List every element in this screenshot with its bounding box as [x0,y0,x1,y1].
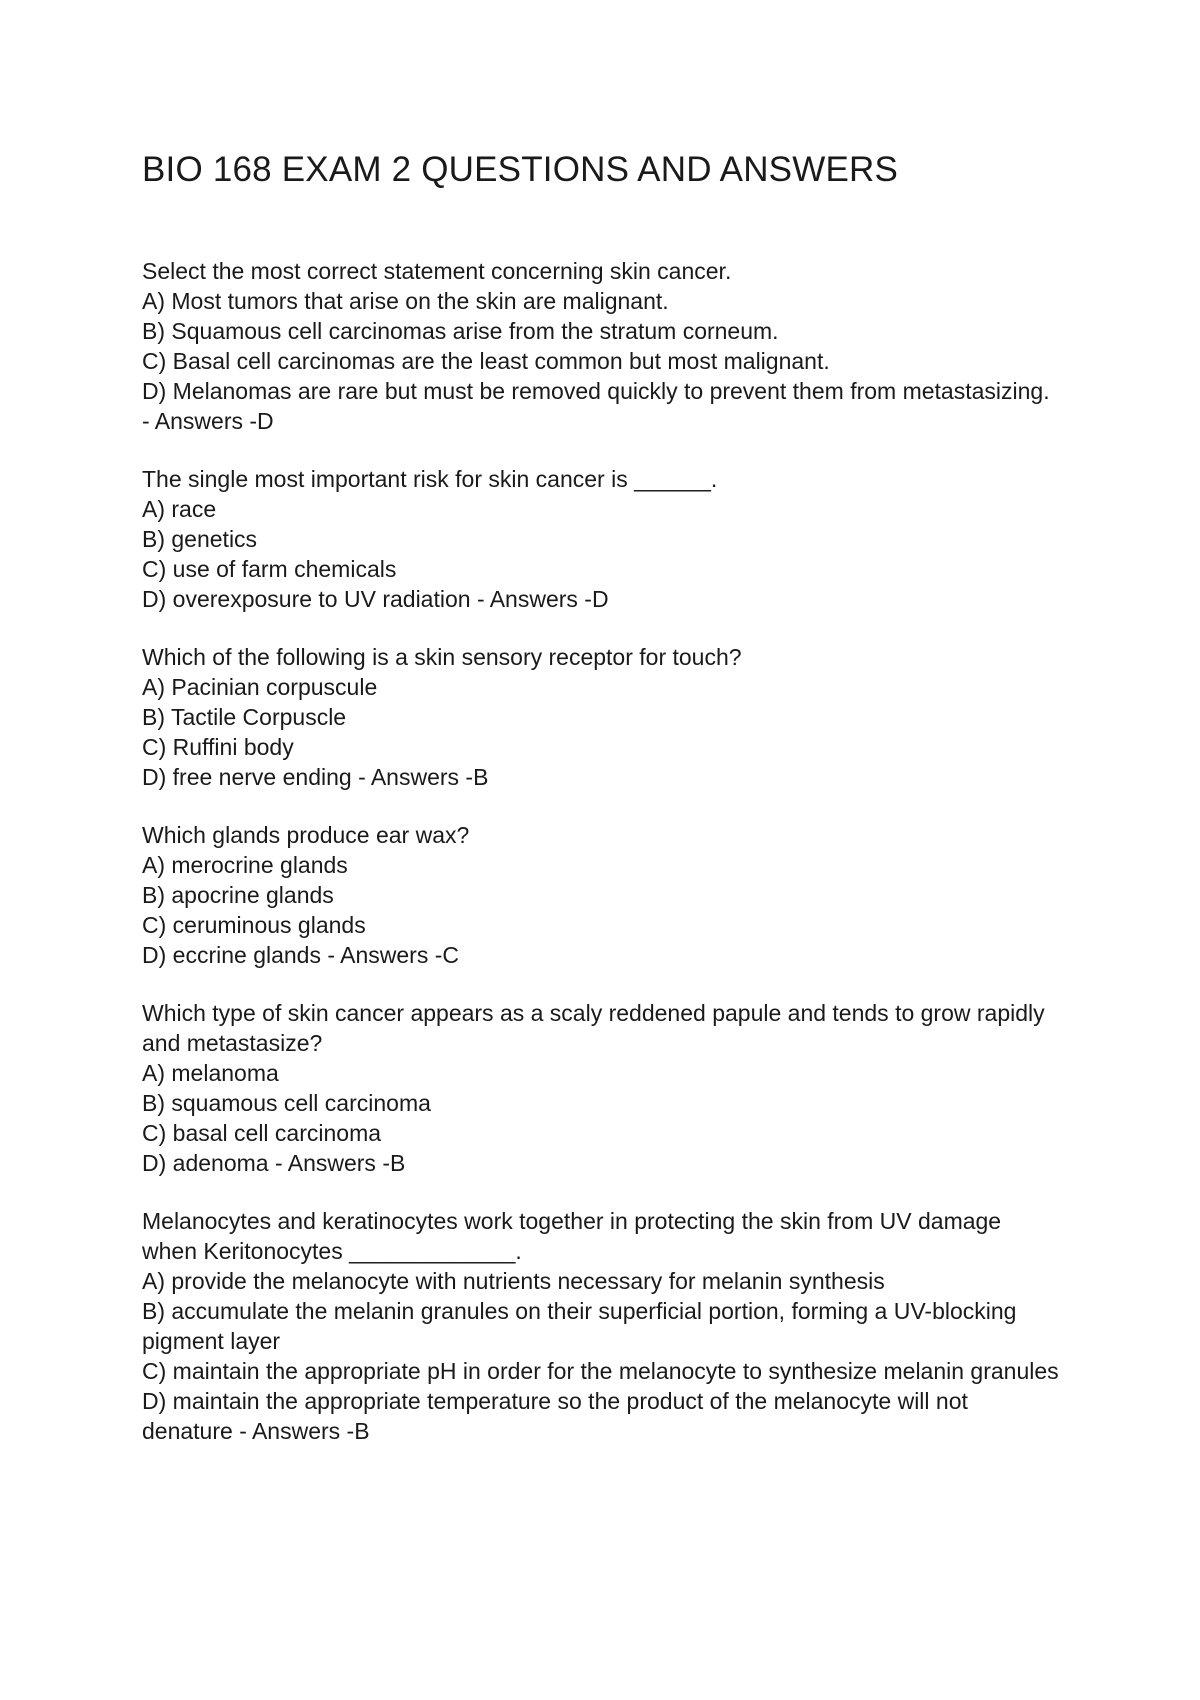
option-d-with-answer: D) maintain the appropriate temperature so the product of the melanocyte will not denature - Answers -B [142,1388,968,1445]
option-b: B) apocrine glands [142,882,334,909]
option-a: A) provide the melanocyte with nutrients necessary for melanin synthesis [142,1268,885,1295]
option-b: B) genetics [142,526,258,553]
option-b: B) accumulate the melanin granules on their superficial portion, forming a UV-blocking pigment layer [142,1298,1017,1355]
option-c: C) use of farm chemicals [142,556,397,583]
question-5 [142,998,1062,1178]
option-c: C) basal cell carcinoma [142,1120,382,1147]
option-a: A) Most tumors that arise on the skin are malignant. [142,288,669,315]
question-stem: The single most important risk for skin cancer is ______. [142,466,718,493]
option-d-with-answer: D) free nerve ending - Answers -B [142,764,489,791]
document-page [142,150,1062,1474]
question-6 [142,1206,1062,1446]
option-d-with-answer: D) overexposure to UV radiation - Answers -D [142,586,609,613]
question-1 [142,256,1062,436]
page-title: BIO 168 EXAM 2 QUESTIONS AND ANSWERS [142,150,899,189]
question-3 [142,642,1062,792]
option-d-with-answer: D) Melanomas are rare but must be removed quickly to prevent them from metastasizing. - Answers -D [142,378,1050,435]
option-c: C) ceruminous glands [142,912,366,939]
option-a: A) race [142,496,217,523]
option-a: A) Pacinian corpuscule [142,674,378,701]
option-c: C) maintain the appropriate pH in order for the melanocyte to synthesize melanin granules [142,1358,1059,1385]
option-b: B) Squamous cell carcinomas arise from the stratum corneum. [142,318,779,345]
question-stem: Which of the following is a skin sensory receptor for touch? [142,644,742,671]
question-stem: Which glands produce ear wax? [142,822,470,849]
option-b: B) squamous cell carcinoma [142,1090,431,1117]
question-stem: Select the most correct statement concerning skin cancer. [142,258,732,285]
option-a: A) melanoma [142,1060,279,1087]
option-d-with-answer: D) eccrine glands - Answers -C [142,942,459,969]
option-c: C) Basal cell carcinomas are the least common but most malignant. [142,348,830,375]
option-d-with-answer: D) adenoma - Answers -B [142,1150,406,1177]
option-b: B) Tactile Corpuscle [142,704,347,731]
option-a: A) merocrine glands [142,852,348,879]
question-stem: Which type of skin cancer appears as a scaly reddened papule and tends to grow rapidly and metastasize? [142,1000,1045,1057]
question-4 [142,820,1062,970]
option-c: C) Ruffini body [142,734,294,761]
question-2 [142,464,1062,614]
question-stem: Melanocytes and keratinocytes work together in protecting the skin from UV damage when Keritonocytes _____________. [142,1208,1002,1265]
